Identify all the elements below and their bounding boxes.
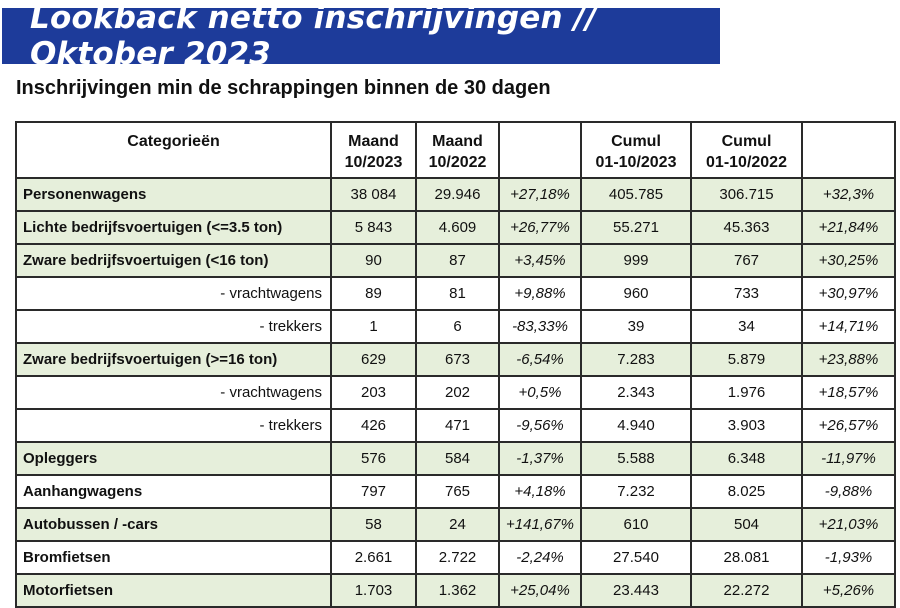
cell-cumul-2022: 34 [691, 310, 802, 343]
cell-cumul-change: +30,97% [802, 277, 895, 310]
cell-month-2023: 1 [331, 310, 416, 343]
cell-cumul-2023: 55.271 [581, 211, 691, 244]
cell-month-2022: 6 [416, 310, 499, 343]
cell-cumul-2023: 5.588 [581, 442, 691, 475]
cell-month-change: +141,67% [499, 508, 581, 541]
cell-cumul-2023: 7.232 [581, 475, 691, 508]
header-month-2022-line2: 10/2022 [428, 154, 487, 171]
table-row [16, 310, 895, 343]
cell-month-2023: 89 [331, 277, 416, 310]
cell-month-change: +25,04% [499, 574, 581, 607]
cell-cumul-2023: 2.343 [581, 376, 691, 409]
cell-cumul-2023: 960 [581, 277, 691, 310]
cell-category: Autobussen / -cars [16, 508, 331, 541]
cell-cumul-2023: 27.540 [581, 541, 691, 574]
cell-cumul-2022: 1.976 [691, 376, 802, 409]
cell-cumul-2022: 45.363 [691, 211, 802, 244]
cell-cumul-2023: 999 [581, 244, 691, 277]
header-month-2023-line1: Maand [348, 133, 399, 150]
cell-cumul-2022: 733 [691, 277, 802, 310]
cell-category: Aanhangwagens [16, 475, 331, 508]
cell-category: - trekkers [16, 310, 331, 343]
cell-month-change: -6,54% [499, 343, 581, 376]
cell-month-2022: 1.362 [416, 574, 499, 607]
cell-month-2022: 81 [416, 277, 499, 310]
table-row [16, 178, 895, 211]
cell-month-2023: 90 [331, 244, 416, 277]
cell-month-change: -2,24% [499, 541, 581, 574]
cell-cumul-change: +21,84% [802, 211, 895, 244]
cell-month-change: +26,77% [499, 211, 581, 244]
cell-category: Motorfietsen [16, 574, 331, 607]
title-banner [2, 0, 720, 72]
cell-cumul-2022: 8.025 [691, 475, 802, 508]
cell-category: - vrachtwagens [16, 376, 331, 409]
cell-cumul-2022: 767 [691, 244, 802, 277]
cell-category: Zware bedrijfsvoertuigen (<16 ton) [16, 244, 331, 277]
cell-month-2022: 29.946 [416, 178, 499, 211]
header-categories-label: Categorieën [127, 133, 220, 150]
table-header-row [16, 122, 895, 178]
cell-category: Bromfietsen [16, 541, 331, 574]
cell-cumul-change: +30,25% [802, 244, 895, 277]
cell-category: Zware bedrijfsvoertuigen (>=16 ton) [16, 343, 331, 376]
cell-month-2023: 576 [331, 442, 416, 475]
cell-cumul-change: +18,57% [802, 376, 895, 409]
header-month-change [499, 122, 581, 178]
cell-month-2022: 471 [416, 409, 499, 442]
cell-month-2023: 58 [331, 508, 416, 541]
cell-month-2023: 1.703 [331, 574, 416, 607]
cell-cumul-change: +23,88% [802, 343, 895, 376]
cell-cumul-change: -1,93% [802, 541, 895, 574]
cell-month-change: -83,33% [499, 310, 581, 343]
header-month-2022-line1: Maand [432, 133, 483, 150]
cell-month-change: -1,37% [499, 442, 581, 475]
cell-month-2022: 2.722 [416, 541, 499, 574]
page-subtitle: Inschrijvingen min de schrappingen binnen de 30 dagen [16, 77, 551, 99]
cell-month-2023: 797 [331, 475, 416, 508]
cell-category: - vrachtwagens [16, 277, 331, 310]
cell-month-2022: 765 [416, 475, 499, 508]
cell-cumul-change: +21,03% [802, 508, 895, 541]
cell-month-2022: 24 [416, 508, 499, 541]
cell-category: Personenwagens [16, 178, 331, 211]
table-row [16, 508, 895, 541]
cell-cumul-2023: 4.940 [581, 409, 691, 442]
cell-cumul-2023: 23.443 [581, 574, 691, 607]
header-month-2023 [331, 122, 416, 178]
header-cumul-2023 [581, 122, 691, 178]
header-cumul-change [802, 122, 895, 178]
cell-month-2022: 584 [416, 442, 499, 475]
cell-cumul-2023: 610 [581, 508, 691, 541]
header-cumul-2022-line2: 01-10/2022 [706, 154, 787, 171]
cell-month-2023: 203 [331, 376, 416, 409]
header-cumul-2022-line1: Cumul [721, 133, 772, 150]
table-row [16, 376, 895, 409]
cell-cumul-change: +32,3% [802, 178, 895, 211]
table-row [16, 211, 895, 244]
cell-cumul-change: +14,71% [802, 310, 895, 343]
table-row [16, 541, 895, 574]
cell-cumul-2022: 22.272 [691, 574, 802, 607]
header-cumul-2022 [691, 122, 802, 178]
table-row [16, 475, 895, 508]
header-month-2022 [416, 122, 499, 178]
cell-month-change: +9,88% [499, 277, 581, 310]
header-month-2023-line2: 10/2023 [344, 154, 403, 171]
cell-cumul-change: +5,26% [802, 574, 895, 607]
cell-cumul-change: +26,57% [802, 409, 895, 442]
cell-month-2023: 426 [331, 409, 416, 442]
cell-month-change: +3,45% [499, 244, 581, 277]
table-row [16, 409, 895, 442]
cell-cumul-2022: 3.903 [691, 409, 802, 442]
cell-cumul-2022: 28.081 [691, 541, 802, 574]
cell-month-change: +4,18% [499, 475, 581, 508]
page-title: Lookback netto inschrijvingen // Oktober 2023 [30, 0, 597, 72]
table-row [16, 277, 895, 310]
cell-cumul-2022: 306.715 [691, 178, 802, 211]
header-cumul-2023-line1: Cumul [611, 133, 661, 150]
table-row [16, 442, 895, 475]
cell-month-2022: 202 [416, 376, 499, 409]
cell-cumul-2023: 7.283 [581, 343, 691, 376]
cell-month-2022: 4.609 [416, 211, 499, 244]
cell-month-2023: 38 084 [331, 178, 416, 211]
cell-category: Opleggers [16, 442, 331, 475]
registrations-table [15, 121, 896, 608]
cell-category: Lichte bedrijfsvoertuigen (<=3.5 ton) [16, 211, 331, 244]
cell-month-2023: 629 [331, 343, 416, 376]
cell-month-change: +27,18% [499, 178, 581, 211]
header-categories [16, 122, 331, 178]
table-row [16, 244, 895, 277]
cell-cumul-change: -9,88% [802, 475, 895, 508]
cell-month-2023: 2.661 [331, 541, 416, 574]
cell-cumul-2023: 39 [581, 310, 691, 343]
cell-month-change: +0,5% [499, 376, 581, 409]
cell-cumul-change: -11,97% [802, 442, 895, 475]
cell-cumul-2022: 6.348 [691, 442, 802, 475]
cell-cumul-2022: 5.879 [691, 343, 802, 376]
cell-cumul-2023: 405.785 [581, 178, 691, 211]
table-row [16, 343, 895, 376]
cell-cumul-2022: 504 [691, 508, 802, 541]
cell-month-2022: 87 [416, 244, 499, 277]
cell-month-2023: 5 843 [331, 211, 416, 244]
cell-month-2022: 673 [416, 343, 499, 376]
cell-category: - trekkers [16, 409, 331, 442]
header-cumul-2023-line2: 01-10/2023 [595, 154, 677, 171]
cell-month-change: -9,56% [499, 409, 581, 442]
table-row [16, 574, 895, 607]
